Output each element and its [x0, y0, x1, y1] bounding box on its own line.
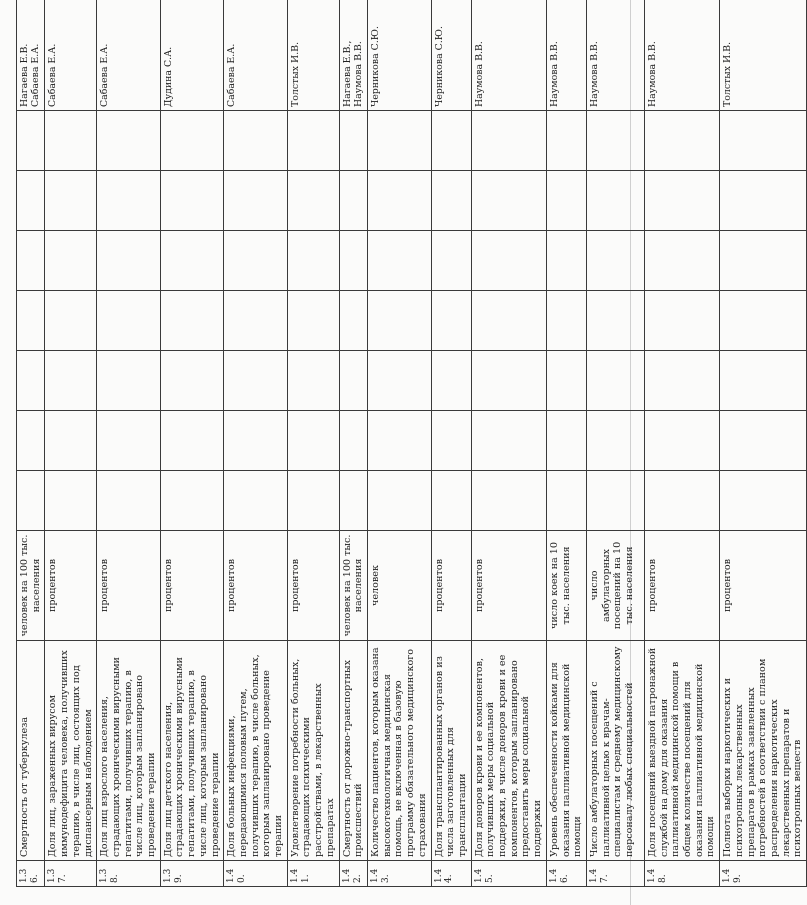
unit-of-measure: процентов — [97, 531, 161, 641]
row-number: 1.49. — [720, 861, 807, 887]
row-number: 1.44. — [431, 861, 471, 887]
row-number: 1.40. — [224, 861, 288, 887]
responsible-person — [431, 0, 471, 111]
indicator-name: Доля лиц детского населения, страдающих хроническими вирусными гепатитами, получивших терапию, в числе лиц, которым запланировано проведение терапии — [160, 641, 224, 861]
responsible-person — [720, 0, 807, 111]
value-cell — [431, 351, 471, 411]
row-number: 1.47. — [586, 861, 644, 887]
responsible-name: Нагаева Е.В., — [341, 40, 353, 107]
value-cell — [224, 171, 288, 231]
value-cell — [160, 471, 224, 531]
indicator-name: Доля больных инфекциями, передающимися половым путем, получивших терапию, в числе больных, которым запланировано проведение терапии — [224, 641, 288, 861]
value-cell — [644, 111, 719, 171]
value-cell — [471, 111, 546, 171]
value-cell — [160, 171, 224, 231]
responsible-name: Черникова С.Ю. — [433, 26, 445, 107]
value-cell — [644, 411, 719, 471]
value-cell — [45, 351, 97, 411]
table-row — [720, 0, 807, 887]
value-cell — [367, 351, 431, 411]
table-body — [17, 0, 807, 887]
responsible-person — [586, 0, 644, 111]
value-cell — [431, 231, 471, 291]
responsible-name: Наумова В.В. — [646, 41, 658, 107]
value-cell — [224, 471, 288, 531]
value-cell — [45, 471, 97, 531]
value-cell — [97, 291, 161, 351]
table-row — [97, 0, 161, 887]
value-cell — [367, 291, 431, 351]
responsible-name: Наумова В.В. — [473, 41, 485, 107]
responsible-name: Толстых И.В. — [289, 41, 301, 107]
value-cell — [160, 351, 224, 411]
value-cell — [287, 471, 339, 531]
value-cell — [720, 231, 807, 291]
value-cell — [224, 231, 288, 291]
value-cell — [367, 111, 431, 171]
value-cell — [160, 411, 224, 471]
value-cell — [586, 411, 644, 471]
value-cell — [339, 231, 367, 291]
value-cell — [644, 471, 719, 531]
value-cell — [546, 231, 586, 291]
value-cell — [160, 111, 224, 171]
value-cell — [720, 411, 807, 471]
value-cell — [644, 351, 719, 411]
table-row — [45, 0, 97, 887]
value-cell — [97, 231, 161, 291]
unit-of-measure: процентов — [287, 531, 339, 641]
value-cell — [720, 111, 807, 171]
table-row — [339, 0, 367, 887]
unit-of-measure: процентов — [471, 531, 546, 641]
value-cell — [17, 411, 45, 471]
row-number: 1.37. — [45, 861, 97, 887]
indicator-name: Смертность от туберкулеза — [17, 641, 45, 861]
value-cell — [17, 231, 45, 291]
value-cell — [367, 411, 431, 471]
responsible-name: Сабаева Е.А. — [226, 43, 238, 107]
unit-of-measure: процентов — [720, 531, 807, 641]
value-cell — [431, 111, 471, 171]
indicator-name: Смертность от дорожно-транспортных происшествий — [339, 641, 367, 861]
value-cell — [97, 111, 161, 171]
row-number: 1.45. — [471, 861, 546, 887]
responsible-person — [546, 0, 586, 111]
table-row — [224, 0, 288, 887]
unit-of-measure: процентов — [45, 531, 97, 641]
indicator-name: Полнота выборки наркотических и психотропных лекарственных препаратов в рамках заявленных потребностей в соответствии с планом распределения наркотических лекарственных препаратов и психотропных веществ — [720, 641, 807, 861]
value-cell — [586, 171, 644, 231]
indicator-name: Количество пациентов, которым оказана высокотехнологичная медицинская помощь, не включенная в базовую программу обязательного медицинского страхования — [367, 641, 431, 861]
value-cell — [367, 471, 431, 531]
responsible-person — [367, 0, 431, 111]
unit-of-measure: процентов — [160, 531, 224, 641]
value-cell — [431, 411, 471, 471]
responsible-name: Сабаева Е.А. — [30, 43, 42, 107]
value-cell — [287, 231, 339, 291]
row-number: 1.42. — [339, 861, 367, 887]
value-cell — [287, 291, 339, 351]
row-number: 1.46. — [546, 861, 586, 887]
row-number: 1.41. — [287, 861, 339, 887]
value-cell — [97, 411, 161, 471]
unit-of-measure: число амбулаторных посещений на 10 тыс. населения — [586, 531, 644, 641]
value-cell — [224, 351, 288, 411]
value-cell — [17, 111, 45, 171]
responsible-name: Наумова В.В. — [548, 41, 560, 107]
value-cell — [471, 471, 546, 531]
responsible-name: Наумова В.В. — [588, 41, 600, 107]
value-cell — [17, 171, 45, 231]
value-cell — [97, 351, 161, 411]
table-row — [471, 0, 546, 887]
value-cell — [45, 111, 97, 171]
value-cell — [546, 111, 586, 171]
unit-of-measure: человек на 100 тыс. населения — [17, 531, 45, 641]
responsible-person — [471, 0, 546, 111]
responsible-name: Сабаева Е.А. — [47, 43, 59, 107]
responsible-name: Толстых И.В. — [722, 41, 734, 107]
value-cell — [17, 351, 45, 411]
value-cell — [471, 351, 546, 411]
indicator-name: Доля лиц, зараженных вирусом иммунодефицита человека, получивших терапию, в числе лиц, состоящих под диспансерным наблюдением — [45, 641, 97, 861]
value-cell — [17, 291, 45, 351]
value-cell — [546, 171, 586, 231]
responsible-name: Наумова В.В. — [353, 41, 365, 107]
value-cell — [367, 171, 431, 231]
value-cell — [586, 111, 644, 171]
value-cell — [339, 171, 367, 231]
table-row — [160, 0, 224, 887]
value-cell — [45, 231, 97, 291]
value-cell — [339, 471, 367, 531]
responsible-person — [45, 0, 97, 111]
value-cell — [471, 231, 546, 291]
value-cell — [45, 411, 97, 471]
unit-of-measure: число коек на 10 тыс. населения — [546, 531, 586, 641]
value-cell — [720, 471, 807, 531]
value-cell — [339, 411, 367, 471]
value-cell — [644, 231, 719, 291]
value-cell — [586, 351, 644, 411]
value-cell — [586, 291, 644, 351]
responsible-person — [339, 0, 367, 111]
value-cell — [546, 351, 586, 411]
value-cell — [287, 171, 339, 231]
value-cell — [471, 171, 546, 231]
value-cell — [367, 231, 431, 291]
responsible-name: Сабаева Е.А. — [99, 43, 111, 107]
value-cell — [546, 471, 586, 531]
value-cell — [287, 111, 339, 171]
indicator-name: Удовлетворение потребности больных, страдающих психическими расстройствами, в лекарственных препаратах — [287, 641, 339, 861]
value-cell — [97, 471, 161, 531]
table-row — [367, 0, 431, 887]
value-cell — [339, 111, 367, 171]
responsible-person — [287, 0, 339, 111]
row-number: 1.43. — [367, 861, 431, 887]
value-cell — [586, 471, 644, 531]
unit-of-measure: процентов — [431, 531, 471, 641]
row-number: 1.36. — [17, 861, 45, 887]
indicator-name: Доля трансплантированных органов из числа заготовленных для трансплантации — [431, 641, 471, 861]
value-cell — [45, 171, 97, 231]
responsible-name: Дудина С.А. — [162, 46, 174, 107]
value-cell — [586, 231, 644, 291]
unit-of-measure: человек на 100 тыс. населения — [339, 531, 367, 641]
value-cell — [287, 351, 339, 411]
row-number: 1.48. — [644, 861, 719, 887]
value-cell — [546, 291, 586, 351]
value-cell — [546, 411, 586, 471]
value-cell — [339, 351, 367, 411]
table-row — [17, 0, 45, 887]
value-cell — [720, 291, 807, 351]
value-cell — [224, 111, 288, 171]
indicator-name: Число амбулаторных посещений с паллиативной целью к врачам-специалистам и среднему медицинскому персоналу любых специальностей — [586, 641, 644, 861]
indicator-name: Уровень обеспеченности койками для оказания паллиативной медицинской помощи — [546, 641, 586, 861]
table-row — [586, 0, 644, 887]
value-cell — [431, 171, 471, 231]
responsible-person — [97, 0, 161, 111]
indicator-name: Доля доноров крови и ее компонентов, получивших меры социальной поддержки, в числе доноров крови и ее компонентов, которым запланировано предоставить меры социальной поддержки — [471, 641, 546, 861]
value-cell — [471, 291, 546, 351]
value-cell — [97, 171, 161, 231]
row-number: 1.39. — [160, 861, 224, 887]
value-cell — [339, 291, 367, 351]
table-row — [644, 0, 719, 887]
value-cell — [644, 291, 719, 351]
row-number: 1.38. — [97, 861, 161, 887]
value-cell — [224, 411, 288, 471]
value-cell — [720, 351, 807, 411]
table-row — [287, 0, 339, 887]
value-cell — [224, 291, 288, 351]
indicator-name: Доля посещений выездной патронажной службой на дому для оказания паллиативной медицинской помощи в общем количестве посещений для оказания паллиативной медицинской помощи — [644, 641, 719, 861]
unit-of-measure: человек — [367, 531, 431, 641]
table-row — [546, 0, 586, 887]
unit-of-measure: процентов — [644, 531, 719, 641]
value-cell — [45, 291, 97, 351]
value-cell — [160, 291, 224, 351]
responsible-name: Черникова С.Ю. — [369, 26, 381, 107]
value-cell — [17, 471, 45, 531]
value-cell — [644, 171, 719, 231]
value-cell — [471, 411, 546, 471]
value-cell — [431, 471, 471, 531]
indicators-table — [16, 0, 807, 887]
responsible-person — [644, 0, 719, 111]
responsible-person — [17, 0, 45, 111]
table-row — [431, 0, 471, 887]
value-cell — [431, 291, 471, 351]
responsible-person — [224, 0, 288, 111]
indicator-name: Доля лиц взрослого населения, страдающих хроническими вирусными гепатитами, получивших терапию, в числе лиц, которым запланировано проведение терапии — [97, 641, 161, 861]
responsible-name: Нагаева Е.В. — [19, 43, 30, 107]
value-cell — [160, 231, 224, 291]
value-cell — [287, 411, 339, 471]
value-cell — [720, 171, 807, 231]
responsible-person — [160, 0, 224, 111]
unit-of-measure: процентов — [224, 531, 288, 641]
